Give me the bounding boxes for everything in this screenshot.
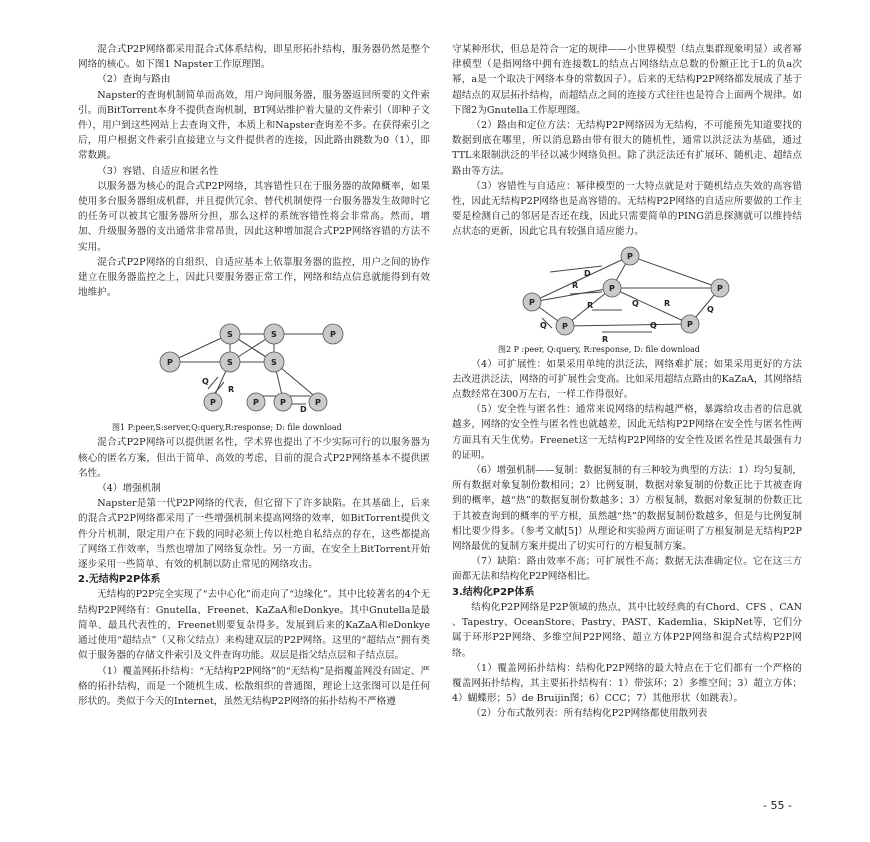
- paragraph: （4）可扩展性：如果采用单纯的洪泛法，网络难扩展；如果采用更好的方法去改进洪泛法，网络的可扩展性会变高。比如采用超结点路由的KaZaA，其网络结点数经常在300万左右，一样工作得很好。: [452, 358, 802, 401]
- paragraph: （1）覆盖网拓扑结构：“无结构P2P网络”的“无结构”是指覆盖网没有固定、严格的拓扑结构，而是一个随机生成、松散组织的普通图，理论上这张图可以是任何形状的。类似于今天的Internet，虽然无结构P2P网络的拓扑结构不严格遵: [78, 665, 430, 707]
- paragraph: 混合式P2P网络都采用混合式体系结构，即星形拓扑结构，服务器仍然是整个网络的核心。如下图1 Napster工作原理图。: [78, 44, 430, 71]
- fig1-edge-label: D: [300, 405, 307, 415]
- paragraph: 混合式P2P网络的自组织、自适应基本上依靠服务器的监控，用户之间的协作建立在服务器监控之上，因此只要服务器正常工作，网络和结点信息就能得到有效地维护。: [78, 256, 430, 299]
- right-column: [452, 42, 802, 722]
- figure-1-diagram: [78, 304, 430, 422]
- fig2-node-label: P: [627, 251, 633, 261]
- section-heading: 3.结构化P2P体系: [452, 586, 535, 598]
- paragraph: （4）增强机制: [97, 483, 161, 495]
- paragraph: （3）容错、自适应和匿名性: [97, 165, 219, 177]
- fig1-node-label: S: [227, 358, 233, 368]
- paragraph: 混合式P2P网络可以提供匿名性，学术界也提出了不少实际可行的以服务器为核心的匿名方案，但出于简单、高效的考虑，目前的混合式P2P网络基本不提供匿名性。: [78, 437, 430, 479]
- paragraph: （2）分布式散列表：所有结构化P2P网络都使用散列表: [471, 708, 708, 720]
- fig1-node-label: P: [315, 398, 321, 408]
- paragraph: 结构化P2P网络是P2P领域的热点，其中比较经典的有Chord、CFS 、CAN 、Tapestry、OceanStore、Pastry、PAST、Kademlia、SkipNet等，它们分属于环形P2P网络、多维空间P2P网络、超立方体P2P网络和混合式结构P2P网络。: [452, 601, 802, 659]
- paragraph: Napster是第一代P2P网络的代表，但它留下了许多缺陷。在其基础上，后来的混合式P2P网络都采用了一些增强机制来提高网络的效率，如BitTorrent提供文件分片机制，限定用户在下载的同时必须上传以杜绝自私结点的存在，这些都提高了网络工作效率，当然也增加了网络复杂性。另一方面，在安全上BitTorrent开始逐步采用一些简单、有效的机制以防止常见的网络攻击。: [78, 498, 430, 571]
- fig2-node-label: P: [717, 283, 723, 293]
- fig1-node-label: S: [271, 358, 277, 368]
- paragraph: （5）安全性与匿名性：通常来说网络的结构越严格，暴露给攻击者的信息就越多，网络的安全性与匿名性也就越差，因此无结构P2P网络在安全性与匿名性两方面具有天生优势。Freenet这一无结构P2P网络的安全性及匿名性是其最强有力的证明。: [452, 404, 802, 461]
- fig1-node-label: P: [210, 398, 216, 408]
- paragraph: 守某种形状，但总是符合一定的规律——小世界模型（结点集群现象明显）或者幂律模型（是指网络中拥有连接数L的结点占网络结点总数的份额正比于L的负a次幂，a是一个取决于网络本身的常数因子）。后来的无结构P2P网络都发展成了基于超结点的双层拓扑结构，而超结点之间的连接方式往往也是符合上面两个规律。如下图2为Gnutella工作原理图。: [452, 44, 802, 116]
- paragraph: （1）覆盖网拓扑结构：结构化P2P网络的最大特点在于它们都有一个严格的覆盖网拓扑结构，其主要拓扑结构有：1）带弦环；2）多维空间；3）超立方体；4）蝴蝶形；5）de Bruijin图；6）CCC；7）其他形状（如跳表）。: [452, 662, 802, 705]
- fig1-edge-label: Q: [202, 377, 209, 387]
- fig2-edge-label: R: [602, 334, 609, 344]
- fig2-edge-label: Q: [632, 298, 639, 308]
- section-heading: 2.无结构P2P体系: [78, 574, 161, 586]
- fig2-edge-label: Q: [650, 320, 657, 330]
- fig1-node-label: P: [167, 358, 173, 368]
- figure-1: [78, 304, 430, 433]
- fig2-node-label: P: [562, 321, 568, 331]
- paragraph: Napster的查询机制简单而高效，用户询问服务器，服务器返回所要的文件索引。而BitTorrent本身不提供查询机制，BT网站维护着大量的文件索引（即种子文件），用户到这些网站上去查询文件，本质上和Napster查询差不多。在获得索引之后，用户根据文件索引直接建立与文件提供者的连接，因此路由跳数为0（1），即常数跳。: [78, 89, 430, 162]
- paragraph: （3）容错性与自适应：幂律模型的一大特点就是对于随机结点失效的高容错性，因此无结构P2P网络也是高容错的。无结构P2P网络的自适应所要做的工作主要是检测自己的邻居是否还在线，因此只需要简单的PING消息探测就可以维持结点状态的更新，因此它具有较强自适应能力。: [452, 180, 802, 238]
- fig1-node-label: P: [253, 398, 259, 408]
- paragraph: （6）增强机制——复制：数据复制的有三种较为典型的方法：1）均匀复制，所有数据对象复制份数相同；2）比例复制，数据对象复制的份数正比于其被查询到的概率，越“热”的数据复制份数越多；3）方根复制，数据对象复制的份数正比于其被查询到的概率的平方根，虽然越“热”的数据复制份数越多，但是与比例复制相比要少得多。（参考文献[5]）从理论和实验两方面证明了方根复制是无结构P2P网络最优的复制方案并提出了切实可行的方根复制方案。: [452, 465, 802, 553]
- fig2-node-label: P: [609, 283, 615, 293]
- paragraph: （2）路由和定位方法：无结构P2P网络因为无结构，不可能预先知道要找的数据到底在哪里，所以消息路由带有很大的随机性，通常以洪泛法为基础，通过TTL来限制洪泛的半径以减少网络负担。除了洪泛法还有扩展环、随机走、超结点路由等方法。: [452, 120, 802, 177]
- fig2-edge-label: R: [587, 300, 594, 310]
- fig1-node-label: P: [280, 398, 286, 408]
- fig2-edge-label: R: [572, 280, 579, 290]
- fig2-edge-label: Q: [707, 304, 714, 314]
- figure-2-caption: 图2 P :peer, Q:query, R:response, D: file download: [498, 344, 700, 354]
- fig2-node-label: P: [687, 319, 693, 329]
- page-number: - 55 -: [763, 799, 792, 812]
- paragraph: （7）缺陷：路由效率不高；可扩展性不高；数据无法准确定位。它在这三方面都无法和结构化P2P网络相比。: [452, 556, 802, 583]
- figure-1-caption: 图1 P:peer,S:server,Q:query,R:response; D: file download: [112, 423, 342, 433]
- fig1-edge-label: R: [228, 385, 235, 395]
- fig1-node-label: S: [271, 330, 277, 340]
- fig1-node-label: S: [227, 330, 233, 340]
- fig1-node-label: P: [330, 330, 336, 340]
- left-column: [78, 42, 430, 709]
- fig2-edge-label: R: [664, 298, 671, 308]
- fig2-edge-label: D: [584, 268, 591, 278]
- paragraph: 无结构的P2P完全实现了“去中心化”而走向了“边缘化”。其中比较著名的4个无结构P2P网络有：Gnutella、Freenet、KaZaA和eDonkye。其中Gnutella是最简单、最具代表性的，Freenet则要复杂得多。发展到后来的KaZaA和eDonkye通过使用“超结点”（又称父结点）来构建双层的P2P网络。这里的“超结点”拥有类似于服务器的存储文件索引及文件查询功能。双层是指父结点层和子结点层。: [78, 589, 430, 662]
- fig2-edge-label: Q: [540, 320, 547, 330]
- figure-2: [452, 244, 802, 355]
- fig2-node-label: P: [529, 297, 535, 307]
- paragraph: （2）查询与路由: [97, 74, 171, 86]
- paragraph: 以服务器为核心的混合式P2P网络，其容错性只在于服务器的故障概率，如果使用多台服务器组成机群，并且提供冗余、替代机制使得一台服务器发生故障时它的任务可以被其它服务器所分担，那么这样的系统容错性将会非常高。然而，增加、升级服务器的支出通常非常昂贵，因此这种增加混合式P2P网络容错的方法不实用。: [78, 180, 430, 253]
- figure-2-diagram: [452, 244, 802, 344]
